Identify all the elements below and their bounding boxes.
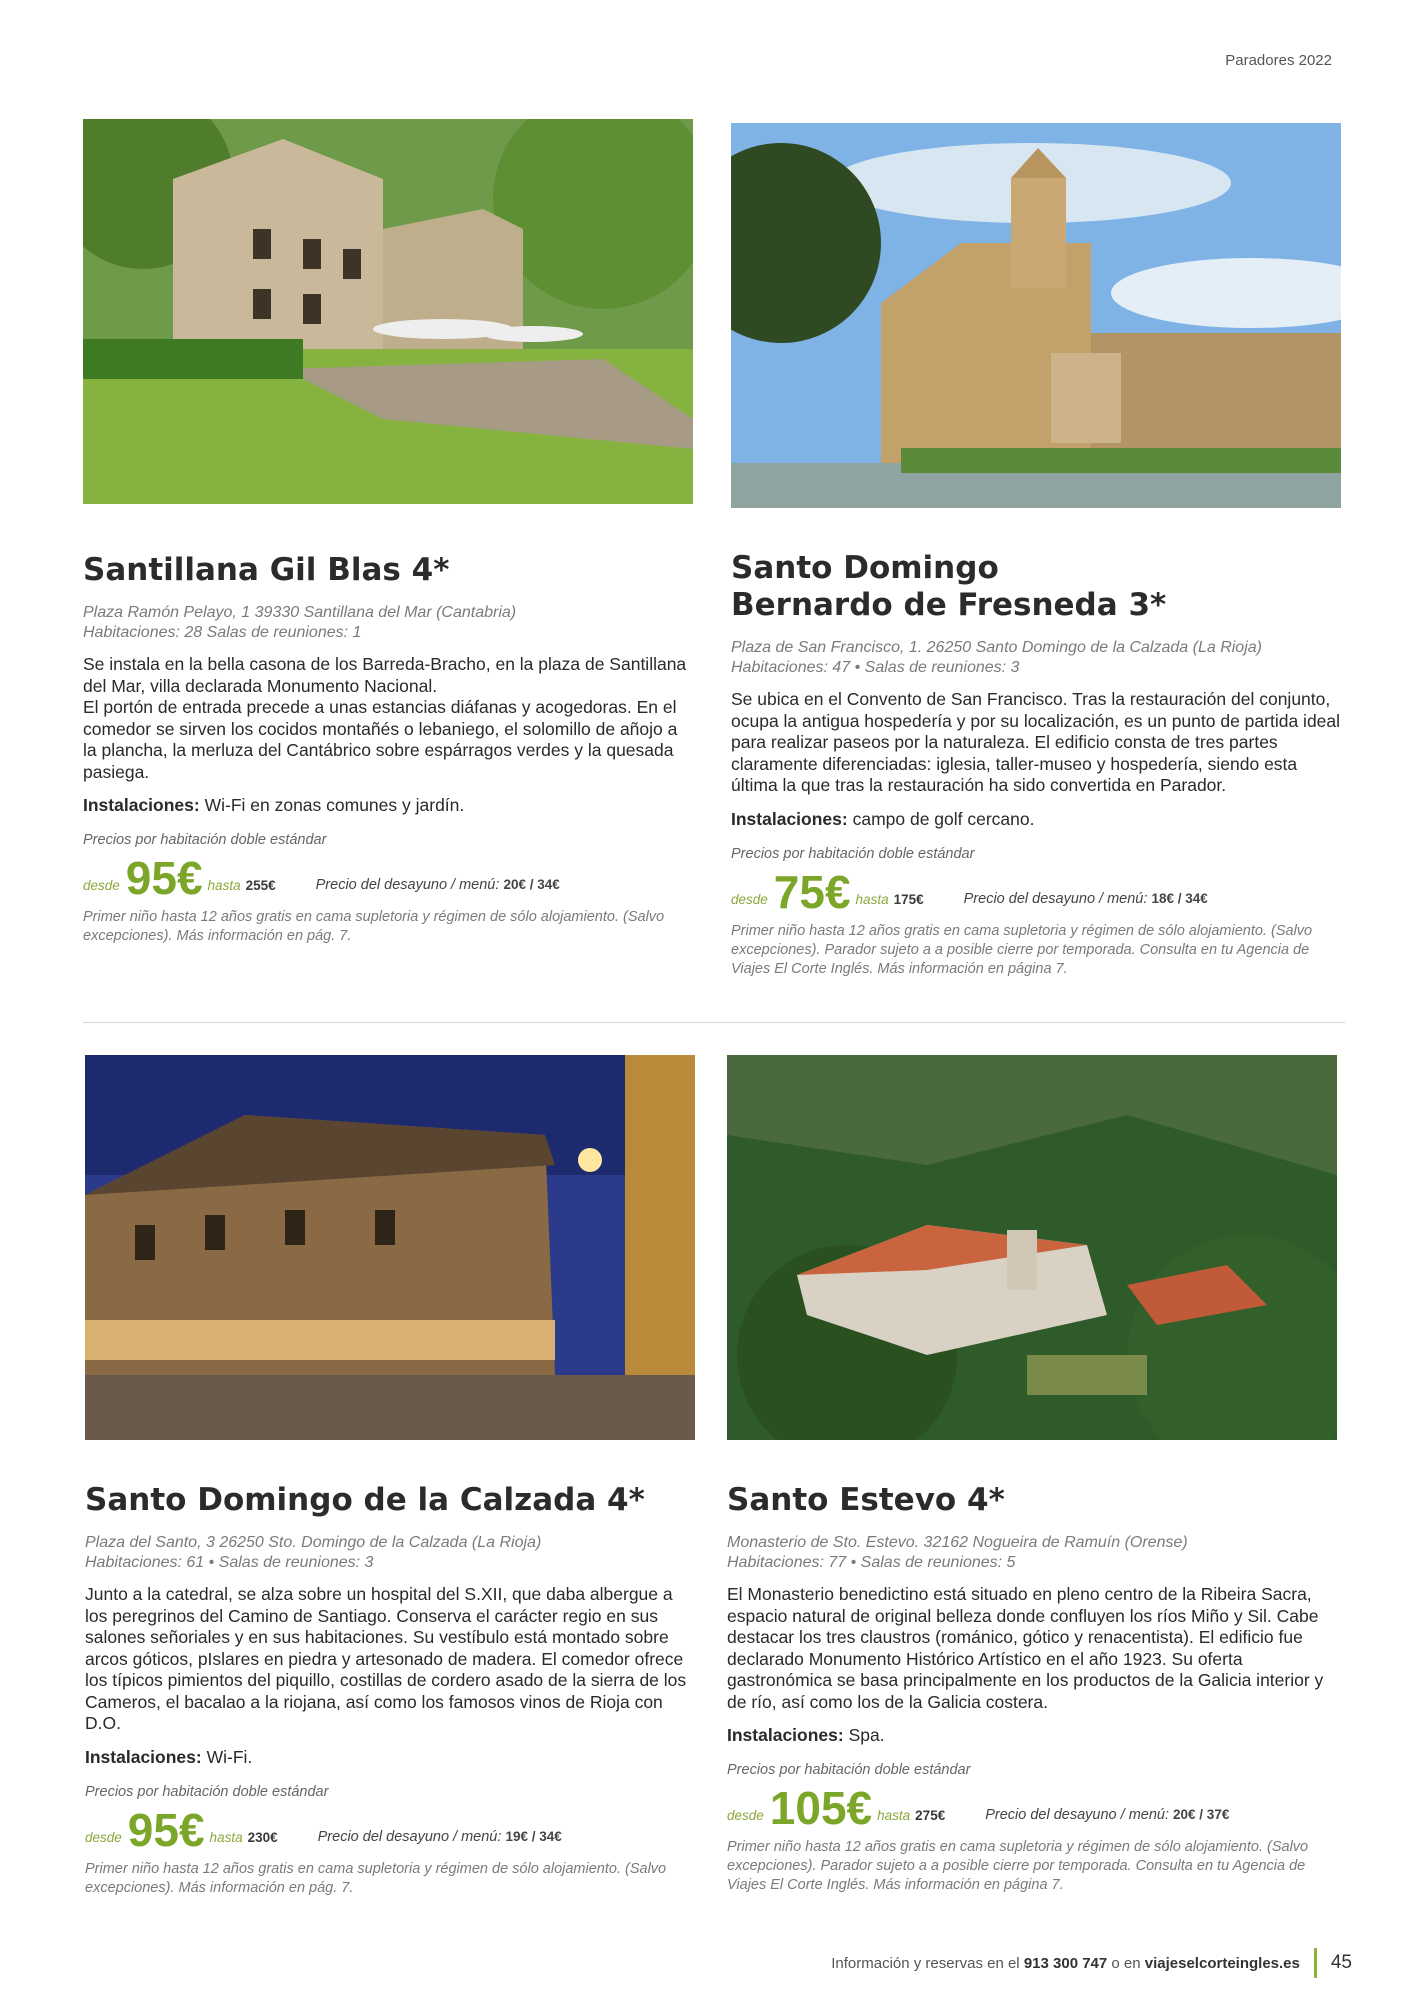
price-row: desde 95€ hasta 255€ Precio del desayuno / menú: 20€ / 34€ (83, 852, 560, 904)
parador-card-santillana (83, 119, 693, 946)
footer-divider (1314, 1948, 1317, 1978)
parador-meta (85, 1533, 695, 1573)
parador-card-santo-domingo-fresneda (731, 123, 1341, 979)
parador-photo (83, 119, 693, 504)
price-to: 175€ (893, 891, 924, 907)
parador-photo (85, 1055, 695, 1440)
parador-description: Junto a la catedral, se alza sobre un hospital del S.XII, que daba albergue a los peregrinos del Camino de Santiago. Conserva el carácter regio en sus salones señoriales y en sus habitaciones. Su vestíbulo está montado sobre arcos góticos, pIslares en piedra y artesonado de madera. El comedor ofrece los típicos pimientos del piquillo, costillas de cordero asado de la sierra de los Cameros, el bacalao a la riojana, así como los famosos vinos de Rioja con D.O. (85, 1584, 687, 1733)
section-divider (83, 1022, 1345, 1023)
parador-facilities: Instalaciones: Wi-Fi en zonas comunes y jardín. (83, 795, 465, 815)
parador-card-santo-domingo-calzada (85, 1055, 695, 1898)
parador-description: El Monasterio benedictino está situado en pleno centro de la Ribeira Sacra, espacio natural de original belleza donde confluyen los ríos Miño y Sil. Cabe destacar los tres claustros (románico, gótico y renacentista). El edificio fue declarado Monumento Histórico Artístico en el año 1923. Su oferta gastronómica se basa principalmente en los productos de la Galicia interior y de río, así como los de la Galicia costera. (727, 1584, 1324, 1712)
price-from: 95€ (127, 1803, 205, 1856)
parador-rooms: Habitaciones: 61 • Salas de reuniones: 3 (85, 1554, 374, 1571)
footer-contact: Información y reservas en el 913 300 747 o en viajeselcorteingles.es (831, 1954, 1300, 1972)
breakfast-price: Precio del desayuno / menú: 20€ / 37€ (985, 1807, 1230, 1823)
parador-meta (727, 1533, 1337, 1573)
price-to: 230€ (247, 1829, 278, 1845)
parador-facilities: Instalaciones: Wi-Fi. (85, 1746, 253, 1767)
parador-rooms: Habitaciones: 77 • Salas de reuniones: 5 (727, 1554, 1016, 1571)
parador-title: Santo Estevo 4* (727, 1482, 1005, 1518)
breakfast-price: Precio del desayuno / menú: 18€ / 34€ (963, 890, 1208, 907)
parador-meta (731, 638, 1341, 678)
price-note: Precios por habitación doble estándar (83, 832, 327, 848)
page-footer (831, 1948, 1352, 1978)
fine-print: Primer niño hasta 12 años gratis en cama supletoria y régimen de sólo alojamiento. (Salvo excepciones). Parador sujeto a a posible cierre por temporada. Consulta en tu Agencia de Viajes El Corte Inglés. Más información en página 7. (727, 1839, 1309, 1893)
parador-rooms: Habitaciones: 28 Salas de reuniones: 1 (83, 624, 362, 641)
parador-facilities: Instalaciones: Spa. (727, 1725, 885, 1745)
fine-print: Primer niño hasta 12 años gratis en cama supletoria y régimen de sólo alojamiento. (Salvo excepciones). Más información en pág. 7. (83, 909, 665, 944)
parador-description: Se ubica en el Convento de San Francisco. Tras la restauración del conjunto, ocupa la antigua hospedería y por su localización, es un punto de partida ideal para realizar paseos por la naturaleza. El edificio consta de tres partes claramente diferenciadas: iglesia, taller-museo y hospedería, siendo esta última la que tras la restauración ha sido convertida en Parador. (731, 689, 1341, 795)
fine-print: Primer niño hasta 12 años gratis en cama supletoria y régimen de sólo alojamiento. (Salvo excepciones). Parador sujeto a a posible cierre por temporada. Consulta en tu Agencia de Viajes El Corte Inglés. Más información en página 7. (731, 922, 1313, 977)
parador-title: Santo Domingo de la Calzada 4* (85, 1482, 645, 1518)
parador-title: Santillana Gil Blas 4* (83, 552, 450, 588)
brand-header: Paradores 2022 (1225, 52, 1332, 69)
fine-print: Primer niño hasta 12 años gratis en cama supletoria y régimen de sólo alojamiento. (Salvo excepciones). Más información en pág. 7. (85, 1860, 667, 1896)
price-row: desde 75€ hasta 175€ Precio del desayuno / menú: 18€ / 34€ (731, 865, 1208, 918)
price-from: 105€ (769, 1782, 873, 1834)
breakfast-price: Precio del desayuno / menú: 20€ / 34€ (315, 877, 560, 893)
price-note: Precios por habitación doble estándar (731, 845, 975, 862)
price-to: 275€ (915, 1808, 946, 1823)
parador-address: Plaza Ramón Pelayo, 1 39330 Santillana del Mar (Cantabria) (83, 604, 517, 621)
parador-title: Santo Domingo Bernardo de Fresneda 3* (731, 550, 1167, 623)
page-number: 45 (1330, 1952, 1352, 1973)
parador-photo (731, 123, 1341, 508)
price-row: desde 95€ hasta 230€ Precio del desayuno / menú: 19€ / 34€ (85, 1803, 562, 1856)
parador-address: Plaza del Santo, 3 26250 Sto. Domingo de la Calzada (La Rioja) (85, 1534, 542, 1551)
price-from: 75€ (773, 865, 851, 918)
parador-address: Plaza de San Francisco, 1. 26250 Santo Domingo de la Calzada (La Rioja) (731, 639, 1262, 656)
footer-phone: 913 300 747 (1023, 1954, 1108, 1972)
parador-facilities: Instalaciones: campo de golf cercano. (731, 808, 1035, 829)
price-to: 255€ (245, 878, 276, 893)
price-from: 95€ (125, 852, 203, 904)
price-row: desde 105€ hasta 275€ Precio del desayuno / menú: 20€ / 37€ (727, 1782, 1230, 1834)
footer-website-link[interactable]: viajeselcorteingles.es (1144, 1954, 1300, 1972)
parador-description: Se instala en la bella casona de los Barreda-Bracho, en la plaza de Santillana del Mar, villa declarada Monumento Nacional. El portón de entrada precede a unas estancias diáfanas y acogedoras. En el comedor se sirven los cocidos montañés o lebaniego, el solomillo de añojo a la plancha, la merluza del Cantábrico sobre espárragos verdes y la quesada pasiega. (83, 654, 687, 782)
parador-meta (83, 603, 693, 643)
parador-photo (727, 1055, 1337, 1440)
breakfast-price: Precio del desayuno / menú: 19€ / 34€ (317, 1828, 562, 1845)
parador-card-santo-estevo (727, 1055, 1337, 1895)
parador-address: Monasterio de Sto. Estevo. 32162 Nogueira de Ramuín (Orense) (727, 1534, 1188, 1551)
price-note: Precios por habitación doble estándar (85, 1783, 329, 1800)
price-note: Precios por habitación doble estándar (727, 1762, 971, 1778)
parador-rooms: Habitaciones: 47 • Salas de reuniones: 3 (731, 659, 1020, 676)
